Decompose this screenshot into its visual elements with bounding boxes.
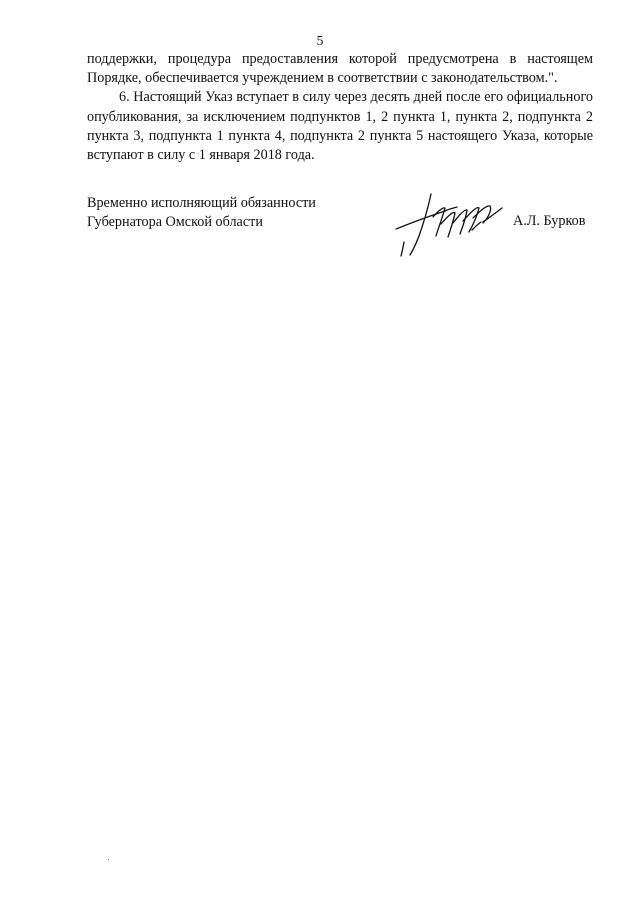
handwritten-signature — [393, 186, 505, 258]
signer-name: А.Л. Бурков — [513, 213, 586, 229]
position-line: Временно исполняющий обязанности — [87, 195, 316, 211]
scan-speck — [108, 859, 109, 860]
continuation-paragraph — [87, 50, 593, 88]
body-text — [87, 50, 593, 165]
text-line: настоящего Указа, которые вступают в силу с 1 января 2018 года. — [87, 127, 593, 164]
text-line: поддержки, процедура предоставления которой предусмотрена в настоящем — [87, 51, 593, 67]
text-line: его официального опубликования, за исключением подпунктов 1, 2 пункта 1, — [87, 89, 594, 125]
clause-6-paragraph — [87, 88, 593, 165]
text-line: Порядке, обеспечивается учреждением в соответствии с законодательством.". — [87, 70, 558, 87]
text-line: 6. Настоящий Указ вступает в силу через десять дней после — [119, 89, 481, 106]
text-line: пункта 2, подпункта 2 пункта 3, подпункта 1 пункта 4, подпункта 2 пункта 5 — [87, 108, 593, 144]
page-number: 5 — [316, 33, 324, 48]
position-line: Губернатора Омской области — [87, 214, 263, 231]
signatory-position — [87, 194, 316, 232]
